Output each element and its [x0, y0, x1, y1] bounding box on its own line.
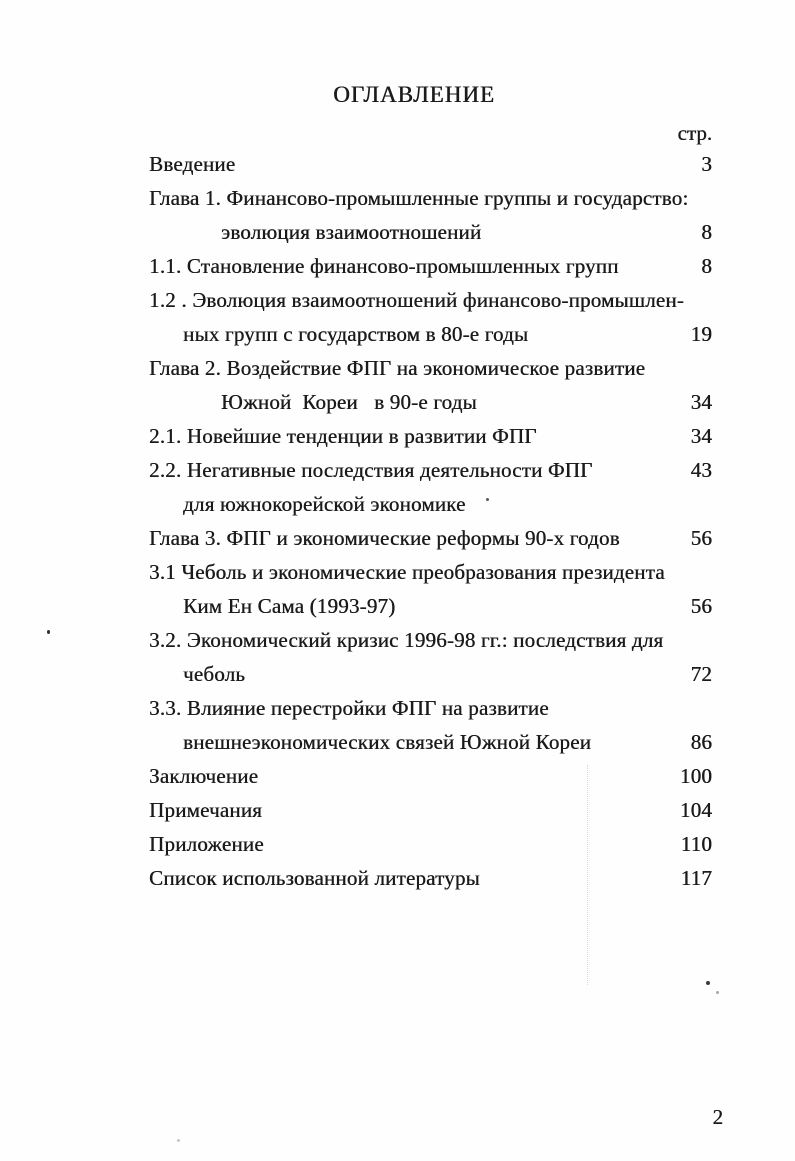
page-number: 2	[712, 1105, 723, 1129]
toc-entry	[149, 623, 712, 657]
toc-entry-page: 34	[690, 390, 712, 414]
toc-entry-text: эволюция взаимоотношений	[221, 220, 482, 244]
toc-entry	[149, 317, 712, 351]
toc-entry-text: Введение	[149, 152, 236, 176]
scan-speck	[486, 498, 489, 501]
toc-entry	[149, 215, 712, 249]
toc-entry-page: 117	[680, 866, 712, 890]
toc-entry-text: 3.3. Влияние перестройки ФПГ на развитие	[149, 696, 549, 720]
toc-entry-page: 43	[690, 458, 712, 482]
toc-entry	[149, 759, 712, 793]
toc-entry	[149, 385, 712, 419]
toc-entry-page: 3	[701, 152, 712, 176]
toc-entry	[149, 419, 712, 453]
toc-entry-page: 86	[690, 730, 712, 754]
toc-entry-text: Глава 1. Финансово-промышленные группы и государство:	[149, 186, 689, 210]
toc-entry-page: 8	[701, 254, 712, 278]
toc-entry	[149, 283, 712, 317]
toc-entry-text: Заключение	[149, 764, 259, 788]
toc-entry	[149, 589, 712, 623]
toc-entry-text: внешнеэкономических связей Южной Кореи	[183, 730, 592, 754]
toc-entry	[149, 555, 712, 589]
toc-entry-page: 104	[679, 798, 712, 822]
toc-entry-text: 2.2. Негативные последствия деятельности ФПГ	[149, 458, 593, 482]
toc-entry	[149, 691, 712, 725]
toc-entry-text: 1.1. Становление финансово-промышленных групп	[149, 254, 619, 278]
toc-entry-page: 100	[679, 764, 712, 788]
toc-entry-text: Глава 3. ФПГ и экономические реформы 90-х годов	[149, 526, 620, 550]
toc-entry-text: Глава 2. Воздействие ФПГ на экономическое развитие	[149, 356, 646, 380]
toc-entry	[149, 861, 712, 895]
toc-entry	[149, 181, 712, 215]
toc-entry	[149, 351, 712, 385]
toc-entry-page: 110	[680, 832, 712, 856]
scan-speck	[716, 991, 719, 994]
toc-entry	[149, 657, 712, 691]
toc-entry	[149, 725, 712, 759]
toc-entry-text: чеболь	[183, 662, 246, 686]
toc-entry	[149, 147, 712, 181]
page-title: ОГЛАВЛЕНИЕ	[333, 82, 495, 107]
toc-entry-text: 2.1. Новейшие тенденции в развитии ФПГ	[149, 424, 537, 448]
toc-entry-text: ных групп с государством в 80-е годы	[183, 322, 529, 346]
toc-entry	[149, 793, 712, 827]
toc-entry-text: Примечания	[149, 798, 263, 822]
toc-entry-page: 56	[690, 526, 712, 550]
toc-entry	[149, 249, 712, 283]
table-of-contents	[149, 147, 712, 895]
toc-entry-text: 1.2 . Эволюция взаимоотношений финансово-промышлен-	[149, 288, 684, 312]
toc-entry-text: Приложение	[149, 832, 264, 856]
toc-entry-page: 56	[690, 594, 712, 618]
toc-entry	[149, 827, 712, 861]
scan-line-artifact	[587, 765, 588, 985]
page-column-header: стр.	[677, 121, 712, 145]
scan-speck	[47, 630, 50, 634]
scan-speck	[706, 981, 710, 985]
toc-entry-page: 8	[701, 220, 712, 244]
toc-entry-page: 34	[690, 424, 712, 448]
scan-speck	[177, 1139, 180, 1142]
toc-entry-text: Ким Ен Сама (1993-97)	[183, 594, 396, 618]
toc-entry	[149, 521, 712, 555]
toc-entry	[149, 487, 712, 521]
toc-entry-text: для южнокорейской экономике	[183, 492, 466, 516]
toc-entry-page: 72	[690, 662, 712, 686]
toc-entry-text: 3.2. Экономический кризис 1996-98 гг.: последствия для	[149, 628, 664, 652]
toc-entry-text: Список использованной литературы	[149, 866, 480, 890]
toc-entry	[149, 453, 712, 487]
toc-entry-text: Южной Кореи в 90-е годы	[221, 390, 477, 414]
toc-entry-page: 19	[690, 322, 712, 346]
toc-entry-text: 3.1 Чеболь и экономические преобразования президента	[149, 560, 665, 584]
